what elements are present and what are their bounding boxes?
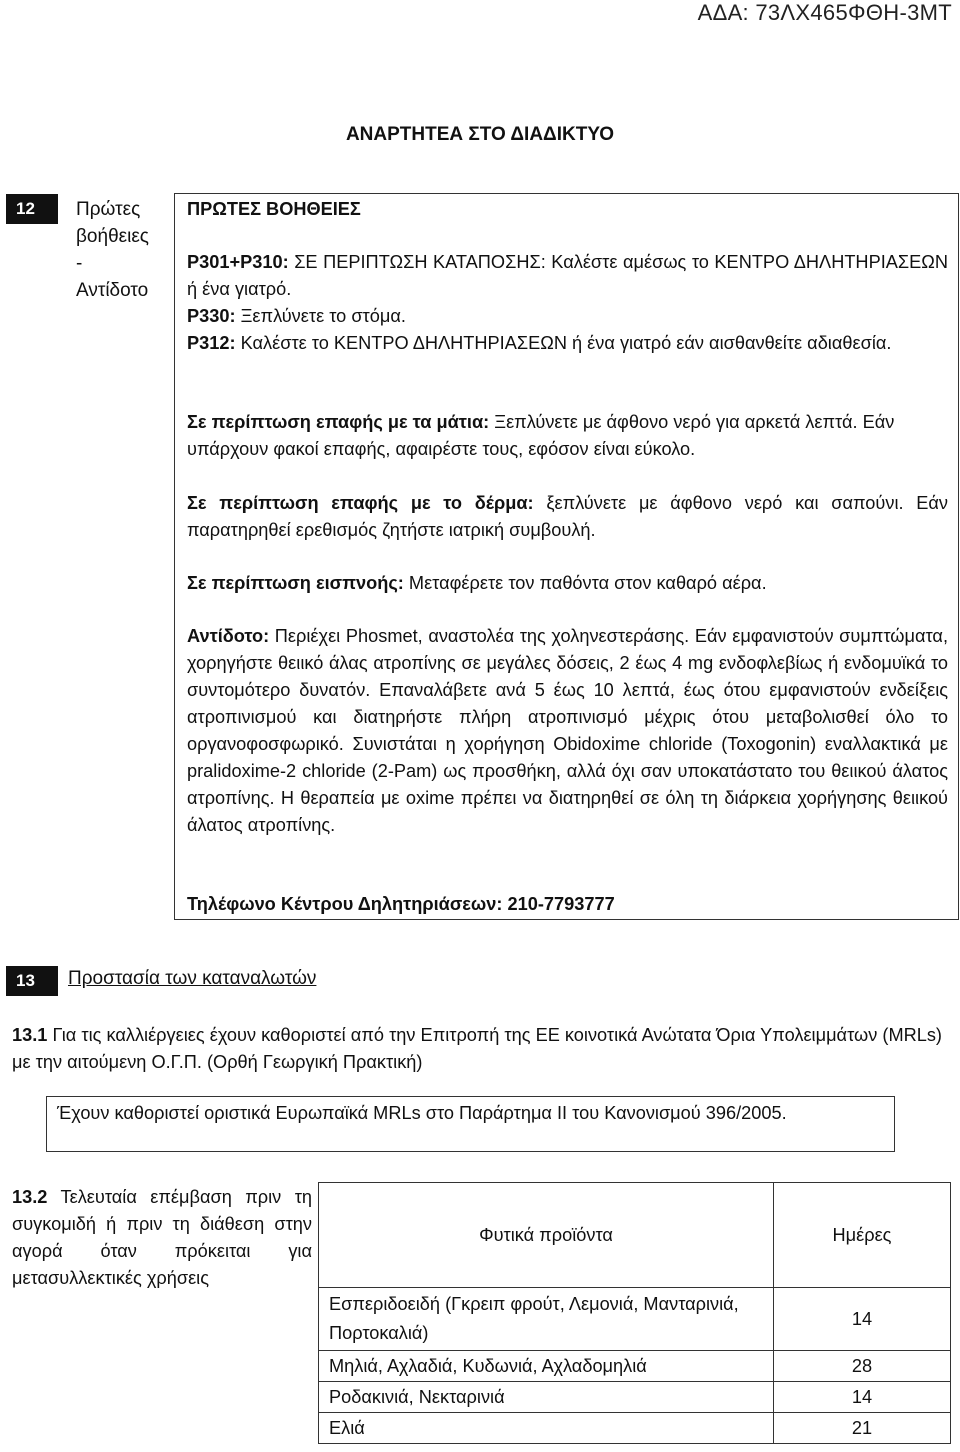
p330-code: P330: <box>187 306 236 326</box>
p301-code: P301+P310: <box>187 252 289 272</box>
phi-days-cell: 14 <box>773 1288 950 1351</box>
p330-text: Ξεπλύνετε το στόμα. <box>235 306 406 326</box>
publication-notice: ΑΝΑΡΤΗΤΕΑ ΣΤΟ ΔΙΑΔΙΚΤΥΟ <box>345 124 615 145</box>
table-row <box>319 1351 951 1382</box>
phi-days-cell: 28 <box>773 1351 950 1382</box>
section-12-label-line: βοήθειες <box>76 226 149 247</box>
phi-header-product: Φυτικά προϊόντα <box>319 1183 774 1288</box>
phi-product-cell: Ελιά <box>319 1413 774 1444</box>
table-row <box>319 1288 951 1351</box>
antidote-label: Αντίδοτο: <box>187 626 270 646</box>
antidote-text: Περιέχει Phosmet, αναστολέα της χοληνεστεράσης. Εάν εμφανιστούν συμπτώματα, χορηγήστε θειικό άλας ατροπίνης σε μεγάλες δόσεις, 2 έως 4 mg ενδοφλεβίως ή ενδομυϊκά το συντομότερο δυνατόν. Επαναλάβετε ανά 5 έως 10 λεπτά, έως ότου εμφανιστούν ενδείξεις ατροπινισμού και διατηρήστε πλήρη ατροπινισμό μέχρις ότου μεταβολισθεί όλο το οργανοφοσφωρικό. Συνιστάται η χορήγηση Obidoxime chloride (Toxogonin) εναλλακτικά με pralidoxime-2 chloride (2-Pam) ως προσθήκη, αλλά όχι σαν υποκατάστατο του θειικού άλατος ατροπίνης. Η θεραπεία με oxime πρέπει να διατηρηθεί σε όλη τη διάρκεια χορήγησης θειικού άλατος ατροπίνης. <box>187 626 948 835</box>
eye-contact-text: Ξεπλύνετε με άφθονο νερό για αρκετά λεπτά. Εάν υπάρχουν φακοί επαφής, αφαιρέστε τους, εφόσον είναι εύκολο. <box>187 412 895 459</box>
inhalation-text: Μεταφέρετε τον παθόντα στον καθαρό αέρα. <box>403 573 767 593</box>
skin-contact-paragraph <box>187 490 948 544</box>
p301-statement <box>187 249 948 303</box>
table-row <box>319 1413 951 1444</box>
skin-contact-text: ξεπλύνετε με άφθονο νερό και σαπούνι. Εάν παρατηρηθεί ερεθισμός ζητήστε ιατρική συμβουλή. <box>187 493 948 540</box>
paragraph-13-1 <box>12 1022 942 1076</box>
phi-days-cell: 14 <box>773 1382 950 1413</box>
mrl-statement-box: Έχουν καθοριστεί οριστικά Ευρωπαϊκά MRLs στο Παράρτημα ΙΙ του Κανονισμού 396/2005. <box>46 1096 895 1152</box>
inhalation-label: Σε περίπτωση εισπνοής: <box>187 573 404 593</box>
phi-header-days: Ημέρες <box>773 1183 950 1288</box>
p312-statement <box>187 330 948 357</box>
section-12-label <box>76 196 149 304</box>
section-12-label-line: Αντίδοτο <box>76 280 149 301</box>
eye-contact-paragraph <box>187 409 948 463</box>
phi-days-cell: 21 <box>773 1413 950 1444</box>
first-aid-heading: ΠΡΩΤΕΣ ΒΟΗΘΕΙΕΣ <box>187 199 361 219</box>
paragraph-13-2-text: Τελευταία επέμβαση πριν τη συγκομιδή ή πριν τη διάθεση στην αγορά όταν πρόκειται για μετασυλλεκτικές χρήσεις <box>12 1187 312 1288</box>
paragraph-13-1-text: Για τις καλλιέργειες έχουν καθοριστεί από την Επιτροπή της ΕΕ κοινοτικά Ανώτατα Όρια Υπολειμμάτων (MRLs) με την αιτούμενη Ο.Γ.Π. (Ορθή Γεωργική Πρακτική) <box>12 1025 942 1072</box>
table-row <box>319 1382 951 1413</box>
section-12-label-line: - <box>76 253 83 274</box>
phi-product-cell: Μηλιά, Αχλαδιά, Κυδωνιά, Αχλαδομηλιά <box>319 1351 774 1382</box>
paragraph-13-2-number: 13.2 <box>12 1187 48 1207</box>
p330-statement <box>187 303 948 330</box>
phi-table <box>318 1182 951 1444</box>
phi-product-cell: Ροδακινιά, Νεκταρινιά <box>319 1382 774 1413</box>
inhalation-paragraph <box>187 570 948 597</box>
eye-contact-label: Σε περίπτωση επαφής με τα μάτια: <box>187 412 490 432</box>
skin-contact-label: Σε περίπτωση επαφής με το δέρμα: <box>187 493 534 513</box>
paragraph-13-1-number: 13.1 <box>12 1025 48 1045</box>
phi-product-cell: Εσπεριδοειδή (Γκρειπ φρούτ, Λεμονιά, Μανταρινιά, Πορτοκαλιά) <box>319 1288 774 1351</box>
section-12-label-line: Πρώτες <box>76 199 141 220</box>
p312-text: Καλέστε το ΚΕΝΤΡΟ ΔΗΛΗΤΗΡΙΑΣΕΩΝ ή ένα γιατρό εάν αισθανθείτε αδιαθεσία. <box>235 333 892 353</box>
antidote-paragraph <box>187 623 948 839</box>
section-number-13: 13 <box>6 966 58 996</box>
ada-code: ΑΔΑ: 73ΛΧ465ΦΘΗ-3ΜΤ <box>697 0 952 25</box>
p301-text: ΣΕ ΠΕΡΙΠΤΩΣΗ ΚΑΤΑΠΟΣΗΣ: Καλέστε αμέσως το ΚΕΝΤΡΟ ΔΗΛΗΤΗΡΙΑΣΕΩΝ ή ένα γιατρό. <box>187 252 948 299</box>
section-13-title: Προστασία των καταναλωτών <box>68 968 317 989</box>
paragraph-13-2 <box>12 1184 312 1292</box>
poison-center-phone: Τηλέφωνο Κέντρου Δηλητηριάσεων: 210-7793777 <box>187 894 615 914</box>
phi-table-header <box>319 1183 951 1288</box>
p312-code: P312: <box>187 333 236 353</box>
section-number-12: 12 <box>6 194 58 224</box>
